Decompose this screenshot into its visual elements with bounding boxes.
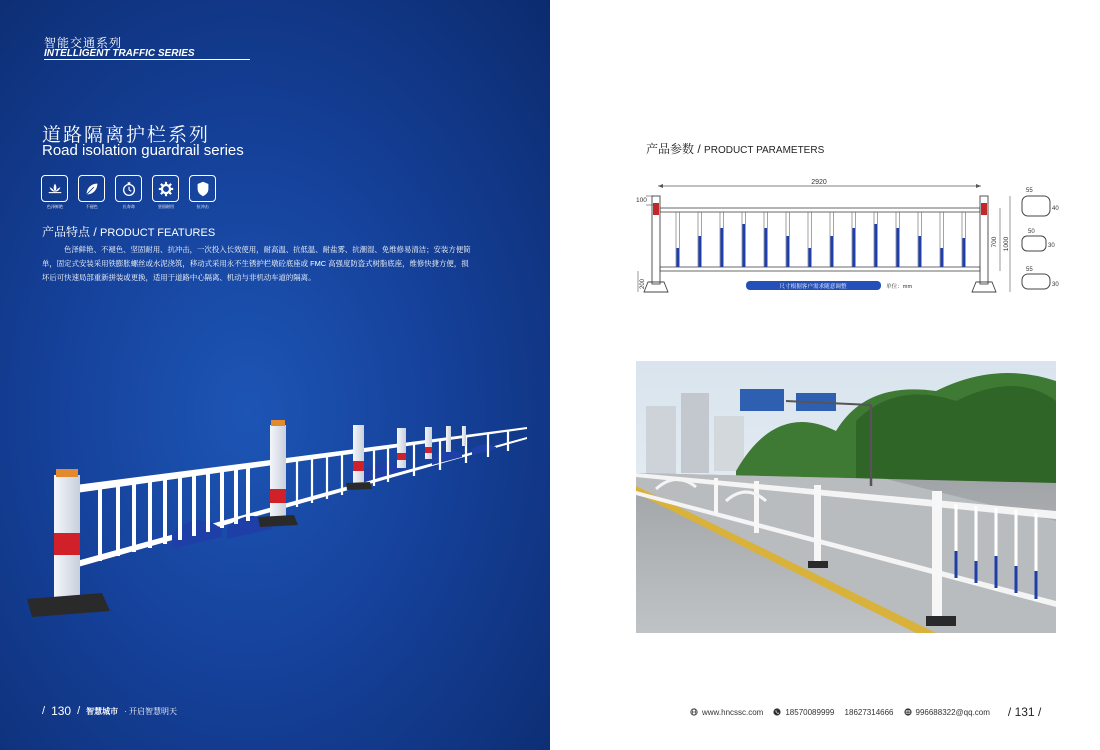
shield-icon <box>194 180 212 198</box>
feature-label: 坚固耐用 <box>157 204 174 209</box>
svg-text:30: 30 <box>1048 243 1055 249</box>
right-footer <box>690 705 1041 719</box>
page-title-en: Road isolation guardrail series <box>42 142 244 159</box>
leaf-icon <box>83 180 101 198</box>
svg-text:40: 40 <box>1052 206 1059 212</box>
feature-label: 不褪色 <box>85 204 98 209</box>
page-number-left: 130 <box>51 704 72 718</box>
diagram-pickets <box>676 212 965 267</box>
feature-durable <box>152 175 179 210</box>
feature-label: 抗冲击 <box>196 204 209 209</box>
params-heading: 产品参数 / PRODUCT PARAMETERS <box>646 142 825 156</box>
cross-sections <box>1022 188 1059 289</box>
dim-width-label: 2920 <box>811 179 827 186</box>
svg-text:55: 55 <box>1026 188 1033 194</box>
page-title-cn: 道路隔离护栏系列 <box>42 125 211 146</box>
stopwatch-icon <box>120 180 138 198</box>
phone-icon <box>773 708 781 716</box>
contact-phone[interactable]: 18570089999 18627314666 <box>773 708 893 717</box>
series-divider <box>44 59 250 60</box>
left-footer: / 130 / 智慧城市 · 开启智慧明天 <box>42 704 178 718</box>
contact-website[interactable]: www.hncssc.com <box>690 708 763 717</box>
dim-unit: 单位：mm <box>886 284 913 290</box>
feature-label: 色泽鲜艳 <box>46 204 63 209</box>
right-page <box>550 0 1100 750</box>
svg-text:30: 30 <box>1052 282 1059 288</box>
gear-icon <box>157 180 175 198</box>
email-icon <box>904 708 912 716</box>
svg-text:50: 50 <box>1028 229 1035 235</box>
page-number-right: / 131 / <box>1007 705 1042 719</box>
guardrail-product-image <box>22 415 532 625</box>
dim-note: 尺寸根据客户需求随意调整 <box>779 284 847 290</box>
feature-icons <box>41 175 216 210</box>
dim-1000-label: 1000 <box>1003 236 1010 252</box>
contact-email[interactable]: 996688322@qq.com <box>904 708 990 717</box>
feature-label: 长寿命 <box>122 204 135 209</box>
feature-vivid <box>41 175 68 210</box>
slogan: · 开启智慧明天 <box>124 706 178 716</box>
feature-no-fade <box>78 175 105 210</box>
dim-base-label: 200 <box>640 278 646 290</box>
feature-long-life <box>115 175 142 210</box>
dim-700-label: 700 <box>991 236 998 248</box>
dimension-drawing <box>636 176 1061 306</box>
slogan-cn: 智慧城市 <box>86 706 119 716</box>
feature-impact <box>189 175 216 210</box>
lotus-icon <box>46 180 64 198</box>
features-heading: 产品特点 / PRODUCT FEATURES <box>42 225 216 239</box>
dim-top-label: 100 <box>636 197 647 204</box>
svg-text:55: 55 <box>1026 267 1033 273</box>
features-text: 色泽鲜艳、不褪色、坚固耐用、抗冲击，一次投入长效使用，耐高温、抗低温、耐盐雾、抗潮湿、免维修易清洁；安装方便简单，固定式安装采用铁膨胀螺丝或水泥浇筑，移动式采用永不生锈护栏墩砼底座或 FMC 高强度防盗式树脂底座，维修快捷方便，损坏后可快速局部重新拼装或更换，适用于道路中心隔离、机动与非机动车道的隔离。 <box>42 245 471 282</box>
installation-photo <box>636 361 1056 633</box>
globe-icon <box>690 708 698 716</box>
series-title-cn: 智能交通系列 <box>44 36 123 50</box>
series-title-en: INTELLIGENT TRAFFIC SERIES <box>44 48 195 59</box>
